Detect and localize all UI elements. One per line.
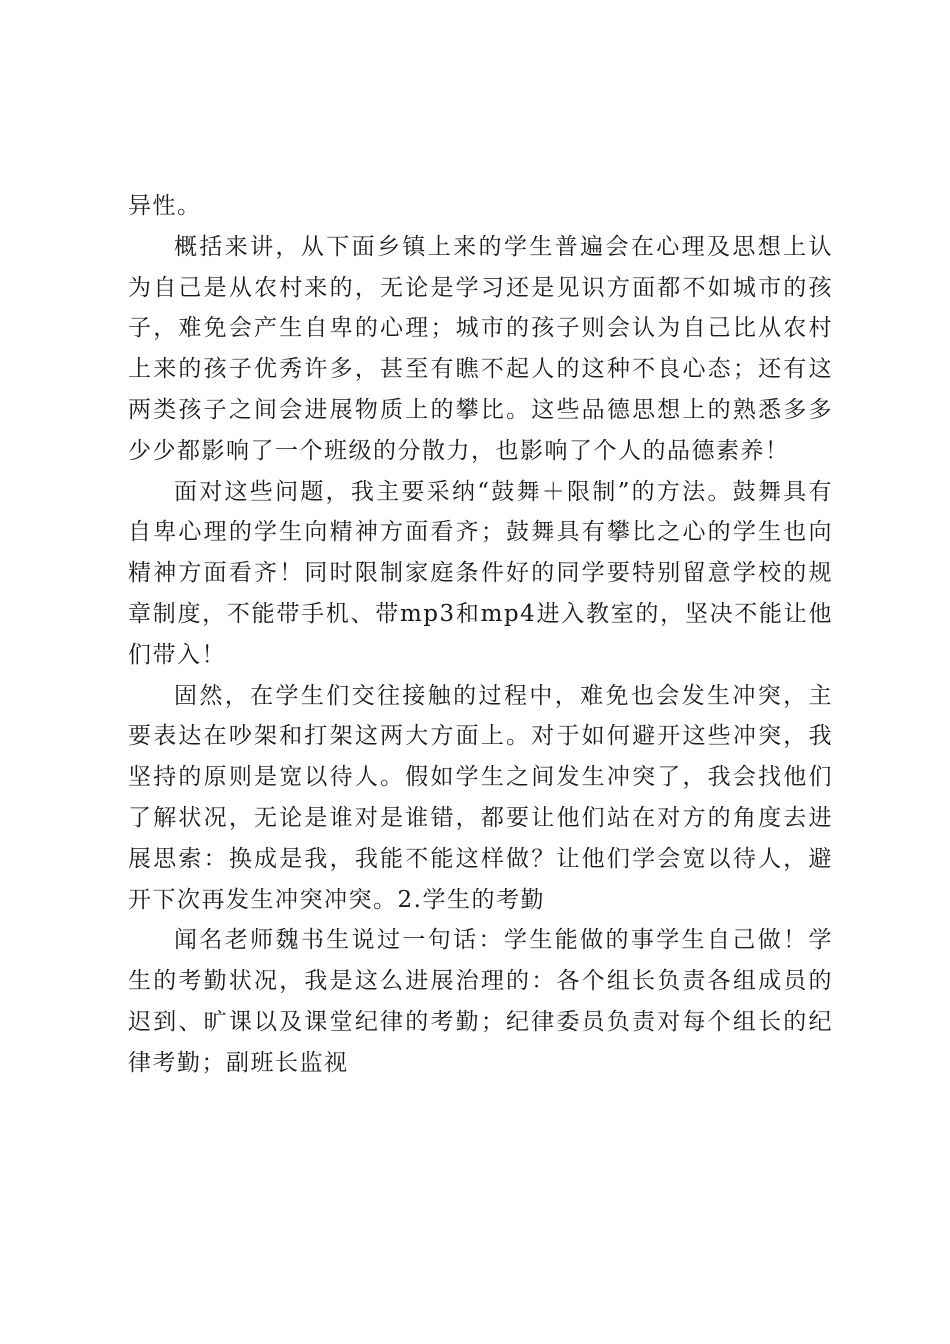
document-body — [128, 186, 833, 1084]
paragraph-4: 闻名老师魏书生说过一句话：学生能做的事学生自己做！学生的考勤状况，我是这么进展治理的：各个组长负责各组成员的迟到、旷课以及课堂纪律的考勤；纪律委员负责对每个组长的纪律考勤；副班长监视 — [128, 927, 833, 1076]
paragraph-2: 面对这些问题，我主要采纳“鼓舞＋限制”的方法。鼓舞具有自卑心理的学生向精神方面看齐；鼓舞具有攀比之心的学生也向精神方面看齐！同时限制家庭条件好的同学要特别留意学校的规章制度，不能带手机、带mp3和mp4进入教室的，坚决不能让他们带入！ — [128, 478, 833, 668]
paragraph-3: 固然，在学生们交往接触的过程中，难免也会发生冲突，主要表达在吵架和打架这两大方面上。对于如何避开这些冲突，我坚持的原则是宽以待人。假如学生之间发生冲突了，我会找他们了解状况，无论是谁对是谁错，都要让他们站在对方的角度去进展思索：换成是我，我能不能这样做？让他们学会宽以待人，避开下次再发生冲突冲突。2.学生的考勤 — [128, 682, 833, 913]
paragraph-0: 异性。 — [128, 193, 202, 219]
paragraph-1: 概括来讲，从下面乡镇上来的学生普遍会在心理及思想上认为自己是从农村来的，无论是学习还是见识方面都不如城市的孩子，难免会产生自卑的心理；城市的孩子则会认为自己比从农村上来的孩子优秀许多，甚至有瞧不起人的这种不良心态；还有这两类孩子之间会进展物质上的攀比。这些品德思想上的熟悉多多少少都影响了一个班级的分散力，也影响了个人的品德素养！ — [128, 233, 833, 464]
